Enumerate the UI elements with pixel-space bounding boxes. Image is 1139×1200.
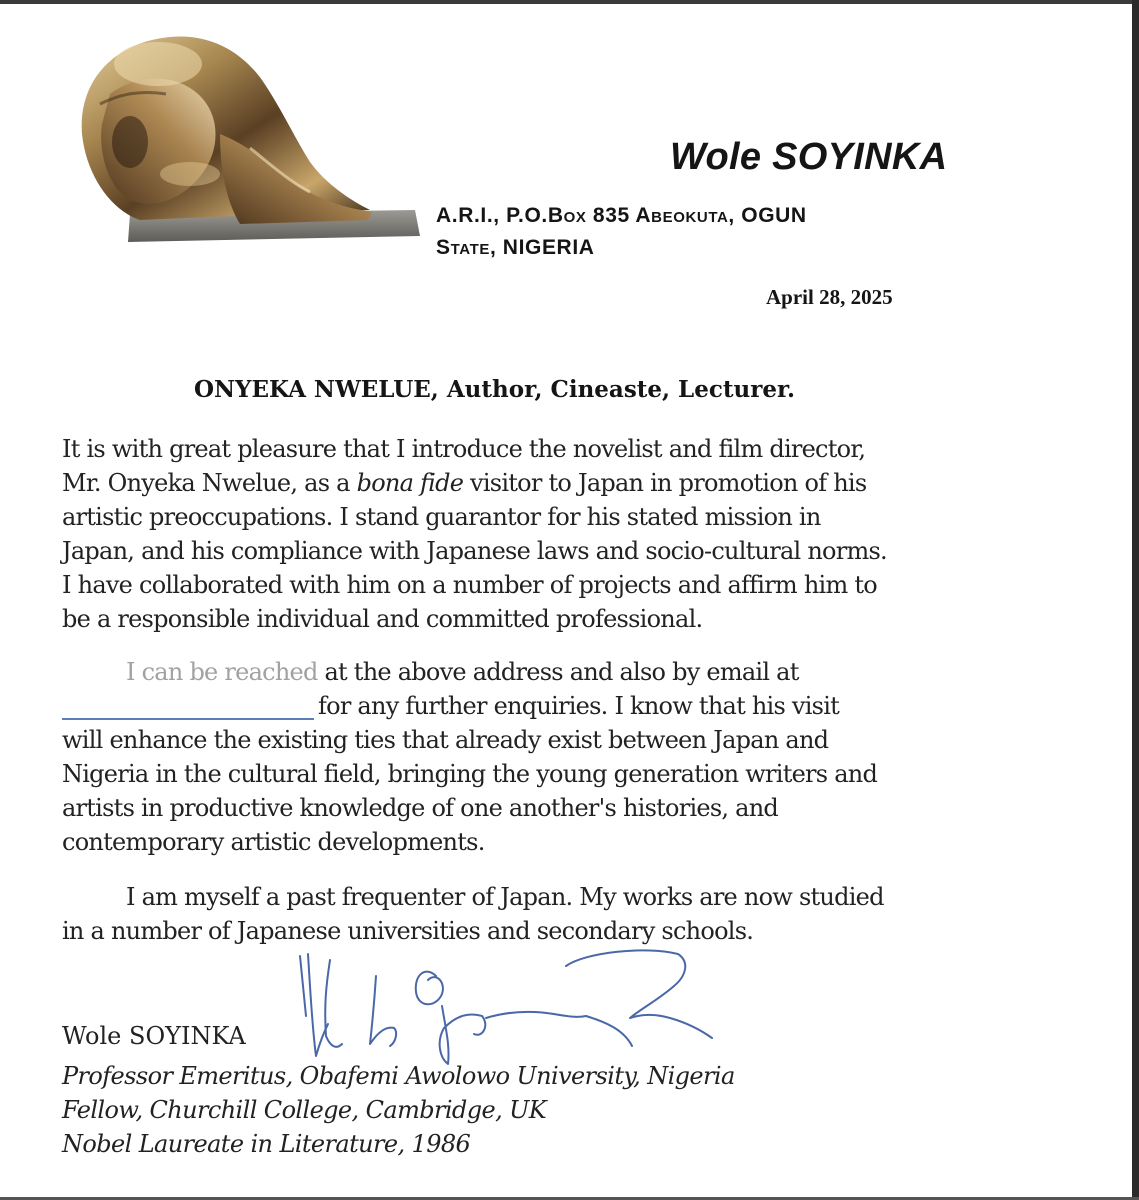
letterhead-address: [436, 200, 976, 264]
paragraph-japan: [62, 880, 1062, 948]
paragraph-line: [62, 689, 1062, 723]
page-edge-right: [1132, 0, 1139, 1200]
paragraph-introduction: [62, 432, 1062, 636]
paragraph-line: contemporary artistic developments.: [62, 828, 485, 856]
paragraph-line: [62, 655, 1062, 689]
redacted-email: [62, 692, 314, 720]
text-span: at the above address and also by email at: [317, 658, 799, 686]
paragraph-line: will enhance the existing ties that already exist between Japan and: [62, 726, 829, 754]
signoff-name: Wole SOYINKA: [62, 1022, 246, 1050]
paragraph-line: I am myself a past frequenter of Japan. My works are now studied: [126, 883, 884, 911]
paragraph-line: [62, 466, 1062, 500]
paragraph-line: be a responsible individual and committed professional.: [62, 605, 703, 633]
letter-subject: ONYEKA NWELUE, Author, Cineaste, Lecturer.: [194, 376, 795, 403]
signoff-title-fellow: Fellow, Churchill College, Cambridge, UK: [62, 1096, 547, 1124]
paragraph-line: artists in productive knowledge of one another's histories, and: [62, 794, 779, 822]
paragraph-line: artistic preoccupations. I stand guarantor for his stated mission in: [62, 503, 821, 531]
faded-text: I can be reached: [126, 658, 318, 686]
signoff-title-professor: Professor Emeritus, Obafemi Awolowo University, Nigeria: [62, 1062, 735, 1090]
page-edge-top: [0, 0, 1139, 4]
text-span: Mr. Onyeka Nwelue, as a: [62, 469, 357, 497]
text-span: visitor to Japan in promotion of his: [463, 469, 867, 497]
text-span: for any further enquiries. I know that his visit: [318, 692, 840, 720]
signoff-title-nobel: Nobel Laureate in Literature, 1986: [62, 1130, 471, 1158]
paragraph-contact: [62, 655, 1062, 859]
paragraph-line: Japan, and his compliance with Japanese laws and socio-cultural norms.: [62, 537, 887, 565]
letterhead-address-line2: State, NIGERIA: [436, 236, 595, 259]
paragraph-line: in a number of Japanese universities and secondary schools.: [62, 917, 754, 945]
letterhead-address-line1: A.R.I., P.O.Box 835 Abeokuta, OGUN: [436, 204, 807, 227]
letterhead-name: Wole SOYINKA: [670, 136, 948, 178]
paragraph-line: It is with great pleasure that I introduce the novelist and film director,: [62, 435, 866, 463]
letter-date: April 28, 2025: [766, 285, 893, 309]
handwritten-signature: [286, 946, 716, 1076]
sculpture-logo-image: [70, 24, 430, 246]
paragraph-line: I have collaborated with him on a number of projects and affirm him to: [62, 571, 877, 599]
paragraph-line: Nigeria in the cultural field, bringing the young generation writers and: [62, 760, 878, 788]
italic-term: bona fide: [356, 469, 464, 497]
